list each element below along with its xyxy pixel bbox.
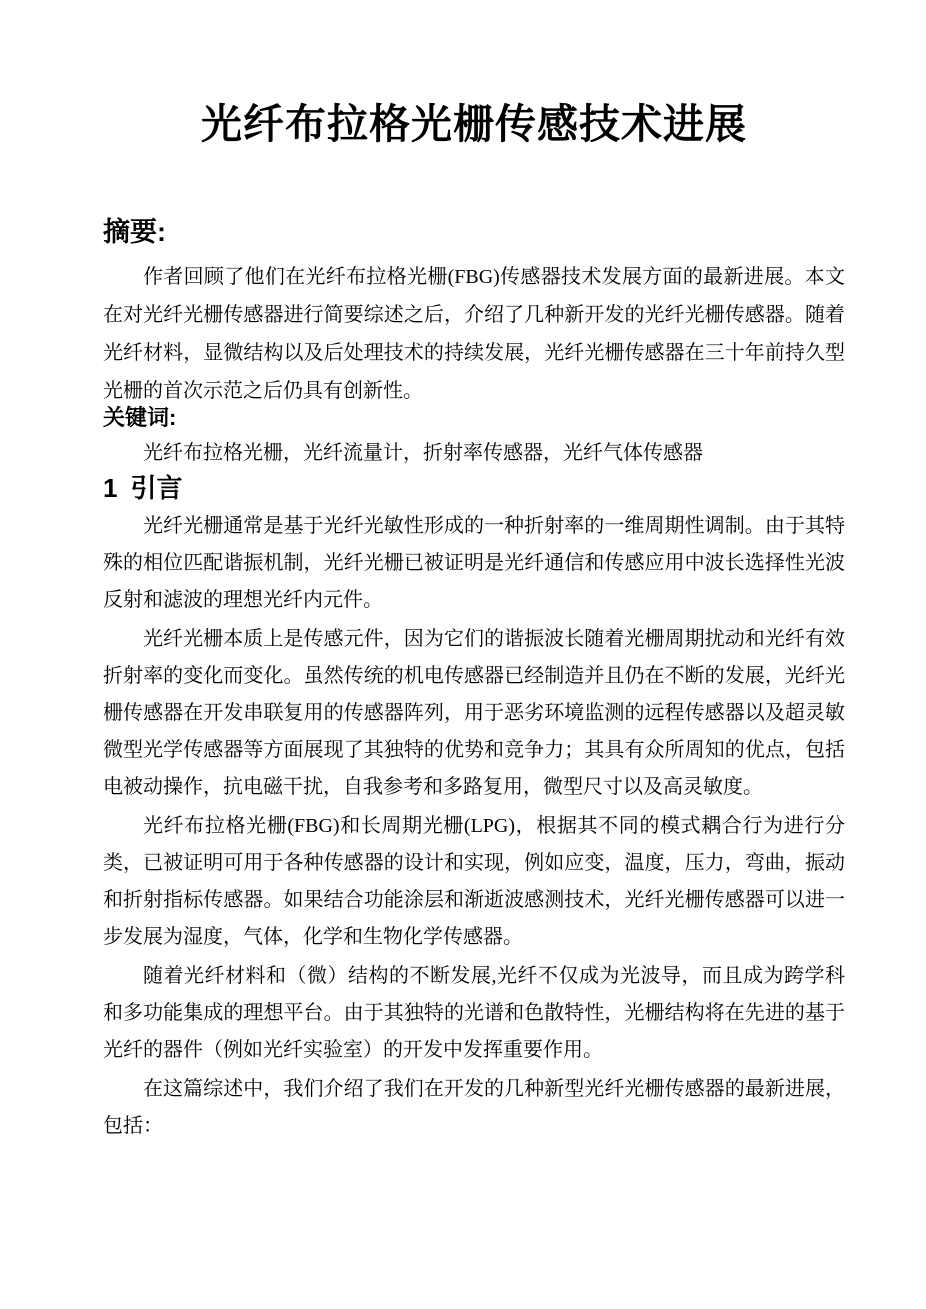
- introduction-paragraph: 随着光纤材料和（微）结构的不断发展,光纤不仅成为光波导，而且成为跨学科和多功能集成的理想平台。由于其独特的光谱和色散特性，光栅结构将在先进的基于光纤的器件（例如光纤实验室）的开发中发挥重要作用。: [103, 965, 845, 1061]
- abstract-text: 作者回顾了他们在光纤布拉格光栅(FBG)传感器技术发展方面的最新进展。本文在对光纤光栅传感器进行简要综述之后，介绍了几种新开发的光纤光栅传感器。随着光纤材料，显微结构以及后处理技术的持续发展，光纤光栅传感器在三十年前持久型光栅的首次示范之后仍具有创新性。: [103, 266, 845, 402]
- introduction-paragraph: 在这篇综述中，我们介绍了我们在开发的几种新型光纤光栅传感器的最新进展，包括：: [103, 1078, 845, 1137]
- introduction-section-number: 1: [103, 473, 118, 503]
- document-title: 光纤布拉格光栅传感技术进展: [201, 101, 747, 147]
- introduction-heading-label: 引言: [130, 473, 183, 503]
- keywords-text: 光纤布拉格光栅，光纤流量计，折射率传感器，光纤气体传感器: [143, 442, 703, 464]
- abstract-heading: 摘要:: [103, 217, 166, 247]
- introduction-paragraph: 光纤光栅通常是基于光纤光敏性形成的一种折射率的一维周期性调制。由于其特殊的相位匹配谐振机制，光纤光栅已被证明是光纤通信和传感应用中波长选择性光波反射和滤波的理想光纤内元件。: [103, 515, 845, 611]
- keywords-heading: 关键词:: [103, 405, 177, 430]
- introduction-paragraph: 光纤光栅本质上是传感元件，因为它们的谐振波长随着光栅周期扰动和光纤有效折射率的变化而变化。虽然传统的机电传感器已经制造并且仍在不断的发展，光纤光栅传感器在开发串联复用的传感器阵列，用于恶劣环境监测的远程传感器以及超灵敏微型光学传感器等方面展现了其独特的优势和竞争力；其具有众所周知的优点，包括电被动操作，抗电磁干扰，自我参考和多路复用，微型尺寸以及高灵敏度。: [103, 628, 845, 798]
- document-content: [103, 0, 845, 1145]
- introduction-paragraph: 光纤布拉格光栅(FBG)和长周期光栅(LPG)，根据其不同的模式耦合行为进行分类，已被证明可用于各种传感器的设计和实现，例如应变，温度，压力，弯曲，振动和折射指标传感器。如果结合功能涂层和渐逝波感测技术，光纤光栅传感器可以进一步发展为湿度，气体，化学和生物化学传感器。: [103, 815, 845, 948]
- introduction-heading: [103, 470, 845, 506]
